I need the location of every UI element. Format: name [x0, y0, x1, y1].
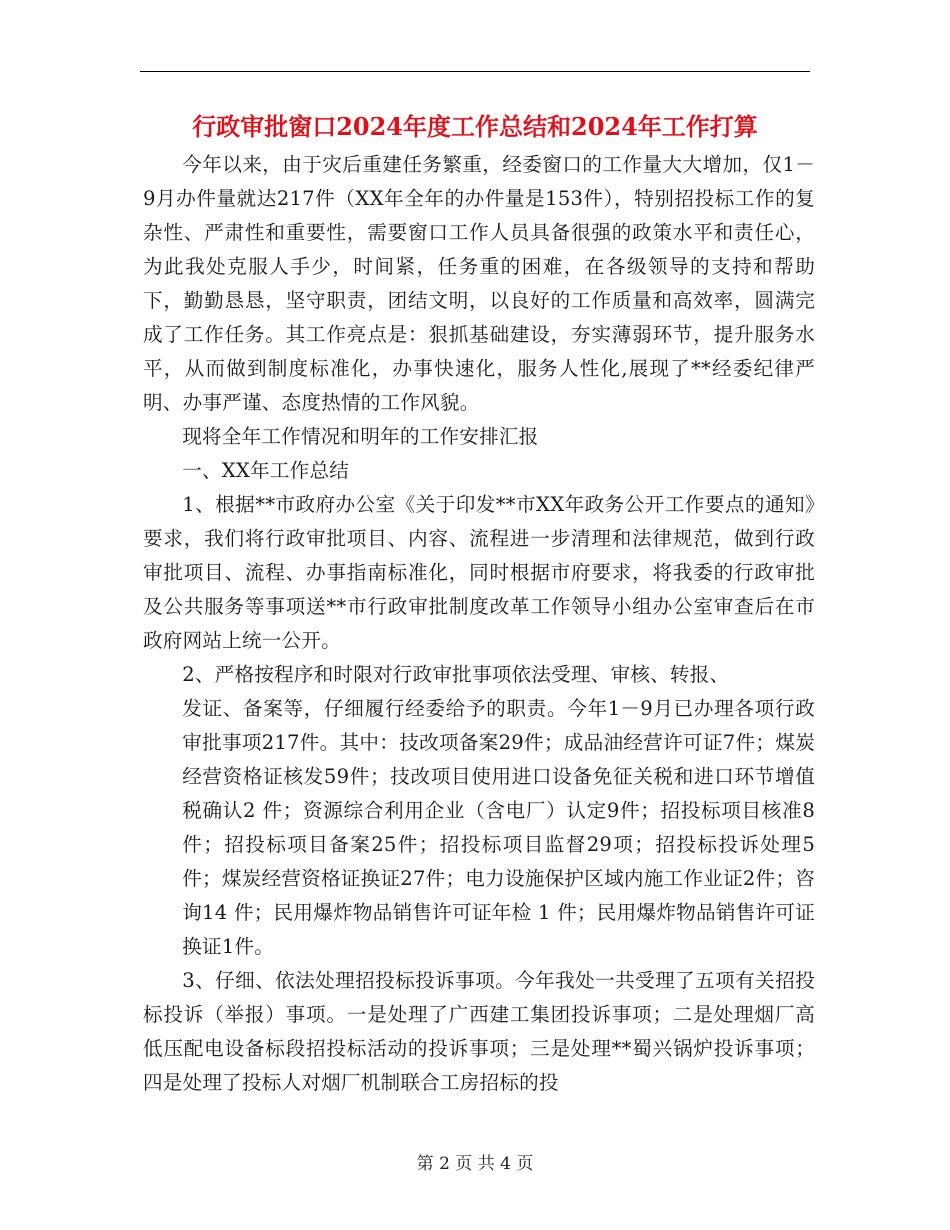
page-footer: 第 2 页 共 4 页	[416, 1154, 534, 1174]
paragraph-item-2: 2、严格按程序和时限对行政审批事项依法受理、审核、转报、	[182, 663, 730, 686]
paragraph-item-1: 1、根据**市政府办公室《关于印发**市XX年政务公开工作要点的通知》要求，我们将行政审批项目、内容、流程进一步清理和法律规范，做到行政审批项目、流程、办事指南标准化，同时根据市府要求，将我委的行政审批及公共服务等事项送**市行政审批制度改革工作领导小组办公室审查后在市政府网站上统一公开。	[143, 493, 815, 652]
paragraph-item-3: 3、仔细、依法处理招投标投诉事项。今年我处一共受理了五项有关招投标投诉（举报）事项。一是处理了广西建工集团投诉事项；二是处理烟厂高低压配电设备标段招投标活动的投诉事项；三是处理**蜀兴锅炉投诉事项；四是处理了投标人对烟厂机制联合工房招标的投	[143, 969, 815, 1094]
paragraph-intro: 今年以来，由于灾后重建任务繁重，经委窗口的工作量大大增加，仅1－9月办件量就达217件（XX年全年的办件量是153件），特别招投标工作的复杂性、严肃性和重要性，需要窗口工作人员具备很强的政策水平和责任心，为此我处克服人手少，时间紧，任务重的困难，在各级领导的支持和帮助下，勤勤恳恳，坚守职责，团结文明，以良好的工作质量和高效率，圆满完成了工作任务。其工作亮点是：狠抓基础建设，夯实薄弱环节，提升服务水平，从而做到制度标准化，办事快速化，服务人性化,展现了**经委纪律严明、办事严谨、态度热情的工作风貌。	[143, 153, 815, 414]
document-body	[143, 148, 815, 1100]
section-heading-summary: 一、XX年工作总结	[182, 459, 350, 482]
paragraph-report-lead: 现将全年工作情况和明年的工作安排汇报	[182, 425, 539, 448]
paragraph-item-2-continued: 发证、备案等，仔细履行经委给予的职责。今年1－9月已办理各项行政审批事项217件。其中：技改项备案29件；成品油经营许可证7件；煤炭经营资格证核发59件；技改项目使用进口设备免征关税和进口环节增值税确认2 件；资源综合利用企业（含电厂）认定9件；招投标项目核准8件；招投标项目备案25件；招投标项目监督29项；招投标投诉处理5件；煤炭经营资格证换证27件；电力设施保护区域内施工作业证2件；咨询14 件；民用爆炸物品销售许可证年检 1 件；民用爆炸物品销售许可证换证1件。	[182, 697, 815, 958]
document-title: 行政审批窗口2024年度工作总结和2024年工作打算	[192, 112, 758, 141]
header-rule	[140, 71, 810, 72]
